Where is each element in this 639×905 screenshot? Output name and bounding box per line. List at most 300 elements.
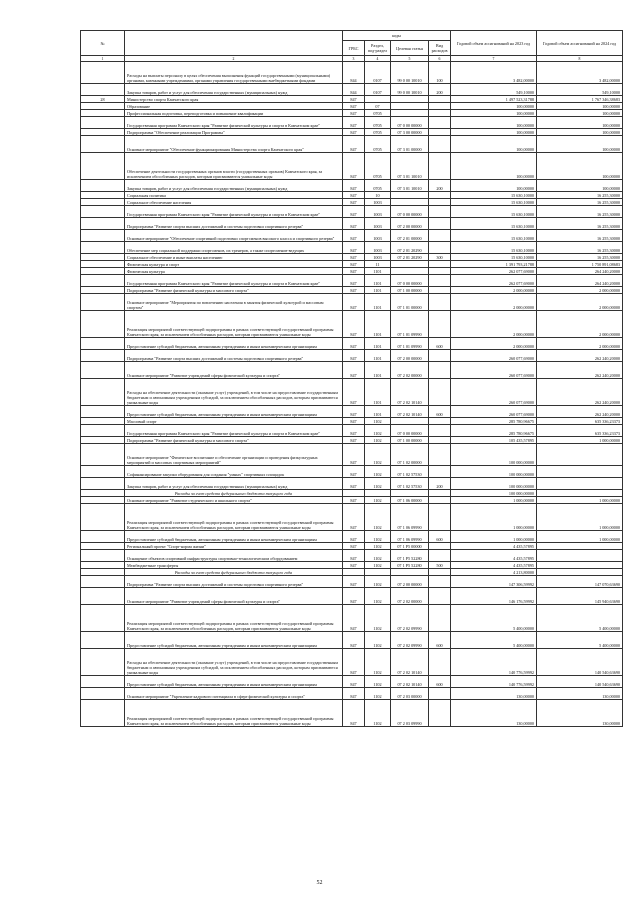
- cell-target: 07 2 02 00000: [391, 362, 429, 379]
- cell-target: 99 0 00 10010: [391, 84, 429, 96]
- cell-type: 200: [429, 180, 451, 192]
- cell-amount-2023: 3 482,00000: [451, 62, 537, 84]
- cell-target: 07 2 02 10140: [391, 649, 429, 676]
- cell-target: [391, 192, 429, 199]
- cell-amount-2023: 147 306,59992: [451, 576, 537, 588]
- cell-amount-2023: 15 630,10000: [451, 254, 537, 261]
- cell-amount-2024: 262 240,20000: [537, 406, 623, 418]
- cell-section: 1102: [365, 588, 391, 605]
- cell-amount-2023: 15 630,10000: [451, 218, 537, 230]
- cell-number: [81, 218, 125, 230]
- table-row: [81, 287, 623, 294]
- cell-target: 07 1 P5 52280: [391, 562, 429, 569]
- cell-section: 1003: [365, 242, 391, 254]
- cell-type: [429, 230, 451, 242]
- cell-type: [429, 153, 451, 180]
- cell-number: [81, 230, 125, 242]
- cell-grbs: 847: [343, 180, 365, 192]
- cell-grbs: 847: [343, 129, 365, 136]
- cell-section: [365, 96, 391, 103]
- column-number: 6: [429, 56, 451, 62]
- cell-grbs: 847: [343, 466, 365, 478]
- cell-target: 07 2 03 09990: [391, 700, 429, 727]
- cell-grbs: 847: [343, 311, 365, 338]
- cell-amount-2023: 100,00000: [451, 153, 537, 180]
- cell-type: 600: [429, 338, 451, 350]
- cell-grbs: 847: [343, 96, 365, 103]
- cell-section: 1101: [365, 294, 391, 311]
- cell-grbs: 847: [343, 103, 365, 110]
- cell-target: [391, 268, 429, 275]
- cell-number: [81, 287, 125, 294]
- cell-section: 1003: [365, 218, 391, 230]
- cell-amount-2023: 15 630,10000: [451, 192, 537, 199]
- cell-grbs: 847: [343, 605, 365, 632]
- cell-name: Закупка товаров, работ и услуг для обеспечения государственных (муниципальных) нужд: [125, 180, 343, 192]
- table-row: [81, 136, 623, 153]
- cell-grbs: 847: [343, 700, 365, 727]
- cell-amount-2023: 2 000,00000: [451, 287, 537, 294]
- cell-amount-2023: 4 435,57895: [451, 543, 537, 550]
- col-2024-header: Годовой объем ассигнований на 2024 год: [537, 31, 623, 56]
- cell-number: [81, 254, 125, 261]
- cell-grbs: 844: [343, 84, 365, 96]
- cell-target: 07 2 01 00000: [391, 230, 429, 242]
- cell-number: [81, 110, 125, 117]
- cell-target: 07 3 01 10010: [391, 180, 429, 192]
- cell-grbs: 847: [343, 254, 365, 261]
- cell-number: [81, 206, 125, 218]
- page-number: 52: [316, 880, 323, 886]
- cell-section: 0705: [365, 153, 391, 180]
- cell-grbs: 847: [343, 294, 365, 311]
- col-2023-header: Годовой объем ассигнований на 2023 год: [451, 31, 537, 56]
- cell-amount-2023: 100 000,00000: [451, 478, 537, 490]
- cell-amount-2024: 262 240,20000: [537, 362, 623, 379]
- cell-type: [429, 649, 451, 676]
- cell-name: Социальное обеспечение и иные выплаты населению: [125, 254, 343, 261]
- cell-type: [429, 129, 451, 136]
- cell-section: 1003: [365, 206, 391, 218]
- cell-section: 1102: [365, 466, 391, 478]
- table-row: [81, 700, 623, 727]
- table-row: [81, 576, 623, 588]
- cell-number: [81, 632, 125, 649]
- cell-amount-2023: 15 630,10000: [451, 206, 537, 218]
- cell-section: 07: [365, 103, 391, 110]
- cell-name: Подпрограмма "Развитие спорта высших достижений и системы подготовки спортивного резерва": [125, 218, 343, 230]
- cell-grbs: [343, 569, 365, 576]
- column-number: 7: [451, 56, 537, 62]
- cell-amount-2024: 549,10000: [537, 84, 623, 96]
- table-row: [81, 550, 623, 562]
- cell-name: Реализация мероприятий соответствующей подпрограммы в рамках соответствующей государственной программы Камчатского края, за исключением обособленных расходов, которым присваиваются уникальные коды: [125, 311, 343, 338]
- table-row: [81, 117, 623, 129]
- column-number: 8: [537, 56, 623, 62]
- cell-amount-2024: 264 240,20000: [537, 275, 623, 287]
- cell-name: Обеспечение деятельности государственных органов власти (государственных органов) Камчатского края, за исключением обособленных расходов, которым присваиваются уникальные коды: [125, 153, 343, 180]
- cell-amount-2024: [537, 543, 623, 550]
- cell-target: 07 0 00 00000: [391, 425, 429, 437]
- cell-name: Подпрограмма "Обеспечение реализации Программы": [125, 129, 343, 136]
- cell-section: 10: [365, 192, 391, 199]
- cell-grbs: 847: [343, 261, 365, 268]
- cell-name: Подпрограмма "Развитие спорта высших достижений и системы подготовки спортивного резерва": [125, 350, 343, 362]
- cell-target: [391, 199, 429, 206]
- cell-grbs: 847: [343, 242, 365, 254]
- cell-amount-2024: 5 400,00000: [537, 632, 623, 649]
- cell-grbs: 844: [343, 62, 365, 84]
- cell-amount-2024: 100,00000: [537, 153, 623, 180]
- table-row: [81, 180, 623, 192]
- cell-number: [81, 418, 125, 425]
- cell-grbs: 847: [343, 350, 365, 362]
- cell-grbs: 847: [343, 206, 365, 218]
- cell-section: 1101: [365, 406, 391, 418]
- cell-target: 07 1 P5 52280: [391, 550, 429, 562]
- table-row: [81, 676, 623, 688]
- cell-name: Физическая культура и спорт: [125, 261, 343, 268]
- cell-type: [429, 110, 451, 117]
- cell-section: 1102: [365, 550, 391, 562]
- cell-amount-2023: 5 400,00000: [451, 605, 537, 632]
- cell-number: [81, 180, 125, 192]
- cell-amount-2024: [537, 444, 623, 466]
- cell-section: 1003: [365, 199, 391, 206]
- cell-section: 1102: [365, 676, 391, 688]
- cell-number: [81, 543, 125, 550]
- cell-grbs: 847: [343, 136, 365, 153]
- cell-number: [81, 192, 125, 199]
- cell-type: [429, 261, 451, 268]
- cell-type: [429, 96, 451, 103]
- table-row: [81, 218, 623, 230]
- cell-type: [429, 350, 451, 362]
- cell-name: Предоставление субсидий бюджетным, автономным учреждениям и иным некоммерческим организациям: [125, 531, 343, 543]
- table-row: [81, 437, 623, 444]
- cell-amount-2023: 5 400,00000: [451, 632, 537, 649]
- cell-section: 1102: [365, 562, 391, 569]
- cell-name: Предоставление субсидий бюджетным, автономным учреждениям и иным некоммерческим организациям: [125, 338, 343, 350]
- cell-amount-2023: 100 000,00000: [451, 444, 537, 466]
- cell-type: [429, 379, 451, 406]
- cell-amount-2023: 15 630,10000: [451, 230, 537, 242]
- table-row: [81, 153, 623, 180]
- cell-name: Подпрограмма "Развитие спорта высших достижений и системы подготовки спортивного резерва": [125, 576, 343, 588]
- cell-amount-2024: 16 255,30000: [537, 242, 623, 254]
- cell-name: Расходы за счет средств федерального бюджета текущего года: [125, 569, 343, 576]
- cell-name: Основное мероприятие "Обеспечение функционирования Министерства спорта Камчатского края": [125, 136, 343, 153]
- cell-amount-2023: 262 077,69000: [451, 275, 537, 287]
- cell-name: Физическая культура: [125, 268, 343, 275]
- table-row: [81, 84, 623, 96]
- cell-type: [429, 466, 451, 478]
- cell-number: [81, 700, 125, 727]
- table-row: [81, 362, 623, 379]
- cell-name: Социальная политика: [125, 192, 343, 199]
- cell-amount-2024: 16 255,30000: [537, 199, 623, 206]
- table-row: [81, 206, 623, 218]
- cell-grbs: 847: [343, 531, 365, 543]
- cell-amount-2023: 260 077,69000: [451, 379, 537, 406]
- cell-amount-2024: 130,00000: [537, 700, 623, 727]
- cell-number: [81, 425, 125, 437]
- cell-amount-2023: 1 000,00000: [451, 497, 537, 504]
- cell-grbs: 847: [343, 379, 365, 406]
- cell-number: [81, 242, 125, 254]
- cell-number: [81, 649, 125, 676]
- cell-name: Государственная программа Камчатского края "Развитие физической культуры и спорта в Камчатском крае": [125, 275, 343, 287]
- table-row: [81, 268, 623, 275]
- cell-amount-2023: 2 000,00000: [451, 294, 537, 311]
- table-row: [81, 96, 623, 103]
- cell-number: [81, 294, 125, 311]
- cell-amount-2024: 264 240,20000: [537, 268, 623, 275]
- cell-grbs: 847: [343, 287, 365, 294]
- cell-section: 1101: [365, 287, 391, 294]
- cell-name: Межбюджетные трансферты: [125, 562, 343, 569]
- table-row: [81, 350, 623, 362]
- table-row: [81, 103, 623, 110]
- cell-name: Реализация мероприятий соответствующей подпрограммы в рамках соответствующей государственной программы Камчатского края, за исключением обособленных расходов, которым присваиваются уникальные коды: [125, 605, 343, 632]
- cell-name: Подпрограмма "Развитие физической культуры и массового спорта": [125, 437, 343, 444]
- cell-name: Основное мероприятие "Мероприятия по вовлечению населения в занятия физической культурой и массовым спортом": [125, 294, 343, 311]
- cell-number: [81, 275, 125, 287]
- cell-type: 600: [429, 406, 451, 418]
- cell-name: Основное мероприятие "Развитие учреждений сферы физической культуры и спорта": [125, 588, 343, 605]
- table-row: [81, 230, 623, 242]
- cell-type: 600: [429, 531, 451, 543]
- cell-section: 1102: [365, 497, 391, 504]
- cell-amount-2023: 285 780,96675: [451, 425, 537, 437]
- cell-amount-2024: [537, 562, 623, 569]
- table-row: [81, 497, 623, 504]
- cell-number: [81, 466, 125, 478]
- cell-name: Образование: [125, 103, 343, 110]
- cell-number: [81, 103, 125, 110]
- cell-target: 07 1 06 09990: [391, 504, 429, 531]
- cell-number: [81, 136, 125, 153]
- cell-section: 1101: [365, 362, 391, 379]
- cell-grbs: 847: [343, 497, 365, 504]
- cell-target: 07 2 02 10140: [391, 379, 429, 406]
- cell-section: 1102: [365, 543, 391, 550]
- cell-grbs: 847: [343, 275, 365, 287]
- column-number: 4: [365, 56, 391, 62]
- cell-target: [391, 103, 429, 110]
- cell-target: 07 1 02 00000: [391, 444, 429, 466]
- cell-type: [429, 103, 451, 110]
- cell-target: 07 1 02 57530: [391, 466, 429, 478]
- cell-amount-2023: 1 000,00000: [451, 504, 537, 531]
- cell-grbs: 847: [343, 562, 365, 569]
- cell-amount-2024: 2 000,00000: [537, 294, 623, 311]
- cell-type: [429, 242, 451, 254]
- cell-type: [429, 576, 451, 588]
- cell-type: [429, 294, 451, 311]
- cell-number: [81, 338, 125, 350]
- cell-target: 07 1 P5 00000: [391, 543, 429, 550]
- cell-number: [81, 576, 125, 588]
- cell-target: 07 2 02 10140: [391, 676, 429, 688]
- column-number: 3: [343, 56, 365, 62]
- table-row: [81, 242, 623, 254]
- cell-amount-2023: 260 077,69000: [451, 350, 537, 362]
- table-row: [81, 569, 623, 576]
- cell-name: Расходы на обеспечение деятельности (оказание услуг) учреждений, в том числе на предоставление государственным бюджетным и автономным учреждениям субсидий, за исключением обособленных расходов, которым присваиваются уникальные коды: [125, 379, 343, 406]
- table-row: [81, 588, 623, 605]
- cell-name: Реализация мероприятий соответствующей подпрограммы в рамках соответствующей государственной программы Камчатского края, за исключением обособленных расходов, которым присваиваются уникальные коды: [125, 504, 343, 531]
- cell-type: 300: [429, 254, 451, 261]
- cell-amount-2023: 100,00000: [451, 180, 537, 192]
- cell-amount-2024: 1 000,00000: [537, 437, 623, 444]
- cell-amount-2024: 16 255,30000: [537, 230, 623, 242]
- cell-section: 1102: [365, 649, 391, 676]
- cell-section: 1102: [365, 504, 391, 531]
- cell-name: Предоставление субсидий бюджетным, автономным учреждениям и иным некоммерческим организациям: [125, 676, 343, 688]
- cell-amount-2024: [537, 550, 623, 562]
- cell-grbs: 847: [343, 688, 365, 700]
- cell-amount-2023: 1 497 523,31788: [451, 96, 537, 103]
- cell-amount-2024: 145 940,63690: [537, 588, 623, 605]
- cell-grbs: 847: [343, 153, 365, 180]
- cell-grbs: 847: [343, 192, 365, 199]
- table-row: [81, 444, 623, 466]
- cell-type: [429, 192, 451, 199]
- cell-amount-2023: 2 000,00000: [451, 311, 537, 338]
- cell-amount-2024: [537, 569, 623, 576]
- cell-name: Социальное обеспечение населения: [125, 199, 343, 206]
- cell-amount-2023: 262 077,69000: [451, 268, 537, 275]
- cell-name: Региональный проект "Спорт-норма жизни": [125, 543, 343, 550]
- table-row: [81, 379, 623, 406]
- table-row: [81, 311, 623, 338]
- cell-name: Реализация мероприятий соответствующей подпрограммы в рамках соответствующей государственной программы Камчатского края, за исключением обособленных расходов, которым присваиваются уникальные коды: [125, 700, 343, 727]
- cell-target: 07 1 06 09990: [391, 531, 429, 543]
- table-header-row: [81, 31, 623, 41]
- cell-target: 07 2 02 09990: [391, 632, 429, 649]
- cell-section: 1101: [365, 350, 391, 362]
- cell-name: Основное мероприятие "Обеспечение спортивной подготовки спортсменов высокого класса и спортивного резерва": [125, 230, 343, 242]
- table-row: [81, 406, 623, 418]
- cell-grbs: 847: [343, 478, 365, 490]
- cell-amount-2024: 1 000,00000: [537, 531, 623, 543]
- cell-amount-2024: 635 336,23373: [537, 425, 623, 437]
- cell-name: Расходы на обеспечение деятельности (оказание услуг) учреждений, в том числе на предоставление государственным бюджетным и автономным учреждениям субсидий, за исключением обособленных расходов, которым присваиваются уникальные коды: [125, 649, 343, 676]
- cell-amount-2024: 100,00000: [537, 136, 623, 153]
- cell-grbs: 847: [343, 425, 365, 437]
- cell-number: [81, 406, 125, 418]
- table-row: [81, 261, 623, 268]
- cell-amount-2023: 100 000,00000: [451, 466, 537, 478]
- cell-type: 200: [429, 478, 451, 490]
- cell-number: [81, 62, 125, 84]
- cell-target: 07 2 02 09990: [391, 605, 429, 632]
- cell-name: Предоставление субсидий бюджетным, автономным учреждениям и иным некоммерческим организациям: [125, 406, 343, 418]
- table-row: [81, 605, 623, 632]
- cell-target: 07 0 00 00000: [391, 117, 429, 129]
- table-row: [81, 632, 623, 649]
- cell-target: 99 0 00 10010: [391, 62, 429, 84]
- cell-grbs: 847: [343, 418, 365, 425]
- cell-type: 100: [429, 62, 451, 84]
- cell-section: 1102: [365, 632, 391, 649]
- column-number: 1: [81, 56, 125, 62]
- cell-amount-2023: 549,10000: [451, 84, 537, 96]
- cell-grbs: 847: [343, 110, 365, 117]
- cell-target: 07 2 00 00000: [391, 218, 429, 230]
- cell-name: Расходы за счет средств федерального бюджета текущего года: [125, 490, 343, 497]
- cell-amount-2024: [537, 490, 623, 497]
- cell-amount-2023: 15 630,10000: [451, 242, 537, 254]
- cell-section: 1102: [365, 444, 391, 466]
- col-target-header: Целевая статья: [391, 41, 429, 56]
- cell-amount-2024: [537, 478, 623, 490]
- cell-number: [81, 350, 125, 362]
- cell-section: 0705: [365, 180, 391, 192]
- cell-amount-2023: 100,00000: [451, 110, 537, 117]
- cell-number: [81, 504, 125, 531]
- cell-name: Профессиональная подготовка, переподготовка и повышение квалификации: [125, 110, 343, 117]
- cell-amount-2023: 130,00000: [451, 700, 537, 727]
- table-row: [81, 649, 623, 676]
- cell-number: [81, 261, 125, 268]
- col-name-header: [125, 31, 343, 56]
- cell-target: 07 2 01 20290: [391, 242, 429, 254]
- cell-number: [81, 84, 125, 96]
- cell-type: [429, 444, 451, 466]
- cell-amount-2024: 100,00000: [537, 110, 623, 117]
- cell-target: 07 1 01 09990: [391, 311, 429, 338]
- cell-name: Массовый спорт: [125, 418, 343, 425]
- cell-target: 07 2 02 10140: [391, 406, 429, 418]
- cell-number: [81, 379, 125, 406]
- cell-amount-2024: 262 240,20000: [537, 379, 623, 406]
- cell-type: [429, 117, 451, 129]
- cell-type: 500: [429, 562, 451, 569]
- cell-grbs: 847: [343, 406, 365, 418]
- cell-target: [391, 96, 429, 103]
- cell-type: 600: [429, 632, 451, 649]
- cell-amount-2023: 1 391 793,21788: [451, 261, 537, 268]
- cell-name: Закупка товаров, работ и услуг для обеспечения государственных (муниципальных) нужд: [125, 478, 343, 490]
- cell-amount-2024: 147 070,63690: [537, 576, 623, 588]
- cell-grbs: 847: [343, 362, 365, 379]
- cell-target: 07 2 03 00000: [391, 688, 429, 700]
- cell-target: 07 1 00 00000: [391, 287, 429, 294]
- cell-amount-2023: 100,00000: [451, 117, 537, 129]
- cell-name: Основное мероприятие "Физическое воспитание и обеспечение организации и проведения физкультурных мероприятий и массовых спортивных мероприятий": [125, 444, 343, 466]
- cell-amount-2023: 100,00000: [451, 136, 537, 153]
- cell-amount-2023: 105 435,57895: [451, 437, 537, 444]
- cell-grbs: 847: [343, 576, 365, 588]
- table-row: [81, 543, 623, 550]
- cell-amount-2023: 4 213,80000: [451, 569, 537, 576]
- cell-name: Предоставление субсидий бюджетным, автономным учреждениям и иным некоммерческим организациям: [125, 632, 343, 649]
- cell-amount-2023: 140 776,59992: [451, 649, 537, 676]
- cell-grbs: 847: [343, 649, 365, 676]
- cell-grbs: 847: [343, 543, 365, 550]
- table-row: [81, 418, 623, 425]
- cell-name: Государственная программа Камчатского края "Развитие физической культуры и спорта в Камчатском крае": [125, 425, 343, 437]
- cell-type: [429, 437, 451, 444]
- cell-type: 600: [429, 676, 451, 688]
- cell-section: [365, 490, 391, 497]
- cell-amount-2024: [537, 466, 623, 478]
- table-row: [81, 531, 623, 543]
- cell-target: [391, 110, 429, 117]
- cell-target: 07 2 01 20290: [391, 254, 429, 261]
